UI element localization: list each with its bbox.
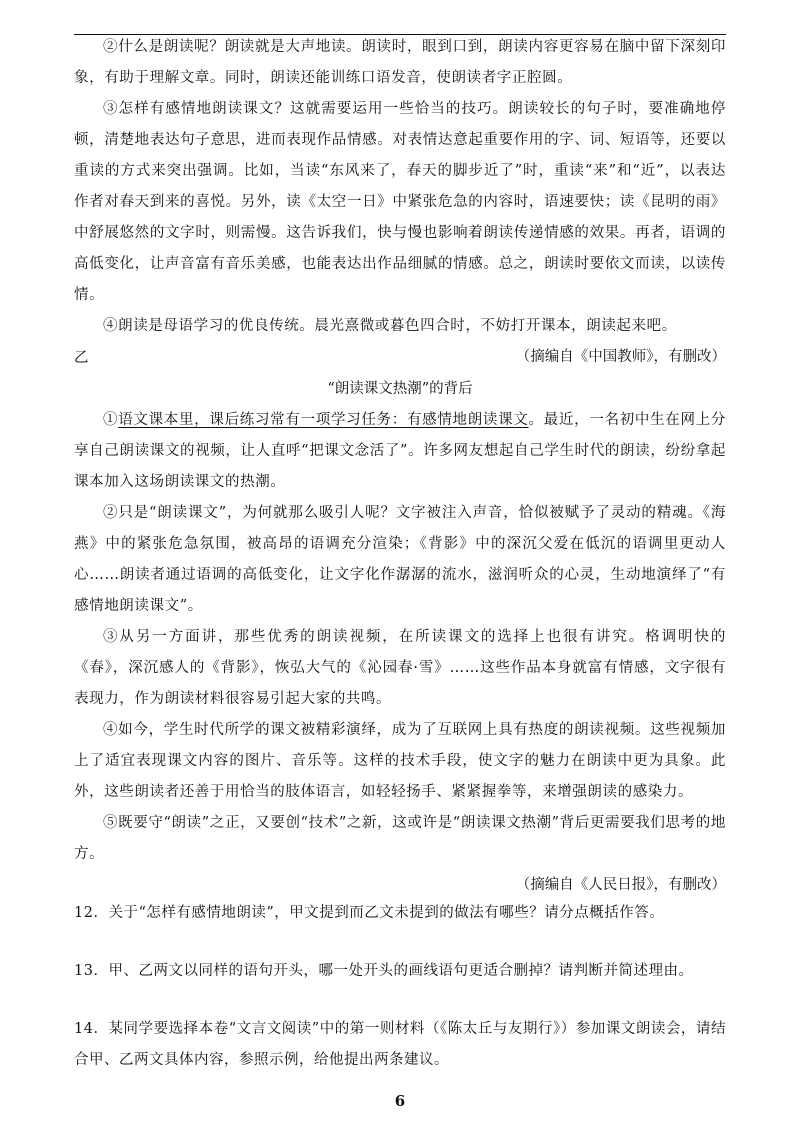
question-12 [74, 898, 726, 929]
yi-paragraph-5: ⑤既要守“朗读”之正，又要创“技术”之新，这或许是“朗读课文热潮”背后更需要我们思考的地方。 [74, 815, 726, 862]
yi-label: 乙 [74, 350, 89, 366]
question-13-text: 13．甲、乙两文以同样的语句开头，哪一处开头的画线语句更适合删掉？请判断并简述理由。 [74, 963, 694, 979]
question-14 [74, 1014, 726, 1076]
question-13 [74, 956, 726, 987]
yi-p1-underlined-sentence: 语文课本里，课后练习常有一项学习任务：有感情地朗读课文 [118, 412, 529, 428]
yi-title: “朗读课文热潮”的背后 [327, 381, 473, 397]
jia-paragraph-3: ③怎样有感情地朗读课文？这就需要运用一些恰当的技巧。朗读较长的句子时，要准确地停顿，清楚地表达句子意思，进而表现作品情感。对表情达意起重要作用的字、词、短语等，还要以重读的方式来突出强调。比如，当读“东风来了，春天的脚步近了”时，重读“来”和“近”，以表达作者对春天到来的喜悦。另外，读《太空一日》中紧张危急的内容时，语速要快；读《昆明的雨》中舒展悠然的文字时，则需慢。这告诉我们，快与慢也影响着朗读传递情感的效果。再者，语调的高低变化，让声音富有音乐美感，也能表达出作品细腻的情感。总之，朗读时要依文而读，以读传情。 [74, 101, 726, 303]
passage-jia [74, 32, 726, 373]
yi-paragraph-2: ②只是“朗读课文”，为何就那么吸引人呢？文字被注入声音，恰似被赋予了灵动的精魂。《海燕》中的紧张危急氛围，被高昂的语调充分渲染；《背影》中的深沉父爱在低沉的语调里更动人心……朗读者通过语调的高低变化，让文字化作潺潺的流水，滋润听众的心灵，生动地演绎了“有感情地朗读课文”。 [74, 505, 726, 614]
question-12-text: 12．关于“怎样有感情地朗读”，甲文提到而乙文未提到的做法有哪些？请分点概括作答。 [74, 905, 665, 921]
yi-p1-rest: 。最近，一名初中生在网上分享自己朗读课文的视频，让人直呼“把课文念活了”。许多网友想起自己学生时代的朗读，纷纷拿起课本加入这场朗读课文的热潮。 [74, 412, 726, 490]
passage-yi [74, 343, 726, 901]
jia-paragraph-4: ④朗读是母语学习的优良传统。晨光熹微或暮色四合时，不妨打开课本，朗读起来吧。 [103, 318, 677, 334]
yi-paragraph-3: ③从另一方面讲，那些优秀的朗读视频，在所读课文的选择上也很有讲究。格调明快的《春》，深沉感人的《背影》，恢弘大气的《沁园春·雪》……这些作品本身就富有情感，文字很有表现力，作为朗读材料很容易引起大家的共鸣。 [74, 629, 726, 707]
jia-source: （摘编自《中国教师》，有删改） [515, 349, 726, 365]
yi-paragraph-4: ④如今，学生时代所学的课文被精彩演绎，成为了互联网上具有热度的朗读视频。这些视频加上了适宜表现课文内容的图片、音乐等。这样的技术手段，使文字的魅力在朗读中更为具象。此外，这些朗读者还善于用恰当的肢体语言，如轻轻扬手、紧紧握拳等，来增强朗读的感染力。 [74, 722, 726, 800]
jia-paragraph-2: ②什么是朗读呢？朗读就是大声地读。朗读时，眼到口到，朗读内容更容易在脑中留下深刻印象，有助于理解文章。同时，朗读还能训练口语发音，使朗读者字正腔圆。 [74, 39, 726, 86]
question-14-text: 14．某同学要选择本卷“文言文阅读”中的第一则材料（《陈太丘与友期行》）参加课文朗读会，请结合甲、乙两文具体内容，参照示例，给他提出两条建议。 [74, 1021, 726, 1068]
yi-source: （摘编自《人民日报》，有删改） [515, 877, 726, 893]
yi-paragraph-1 [74, 405, 726, 498]
page-number: 6 [394, 1092, 406, 1110]
yi-p1-number: ① [103, 412, 119, 428]
